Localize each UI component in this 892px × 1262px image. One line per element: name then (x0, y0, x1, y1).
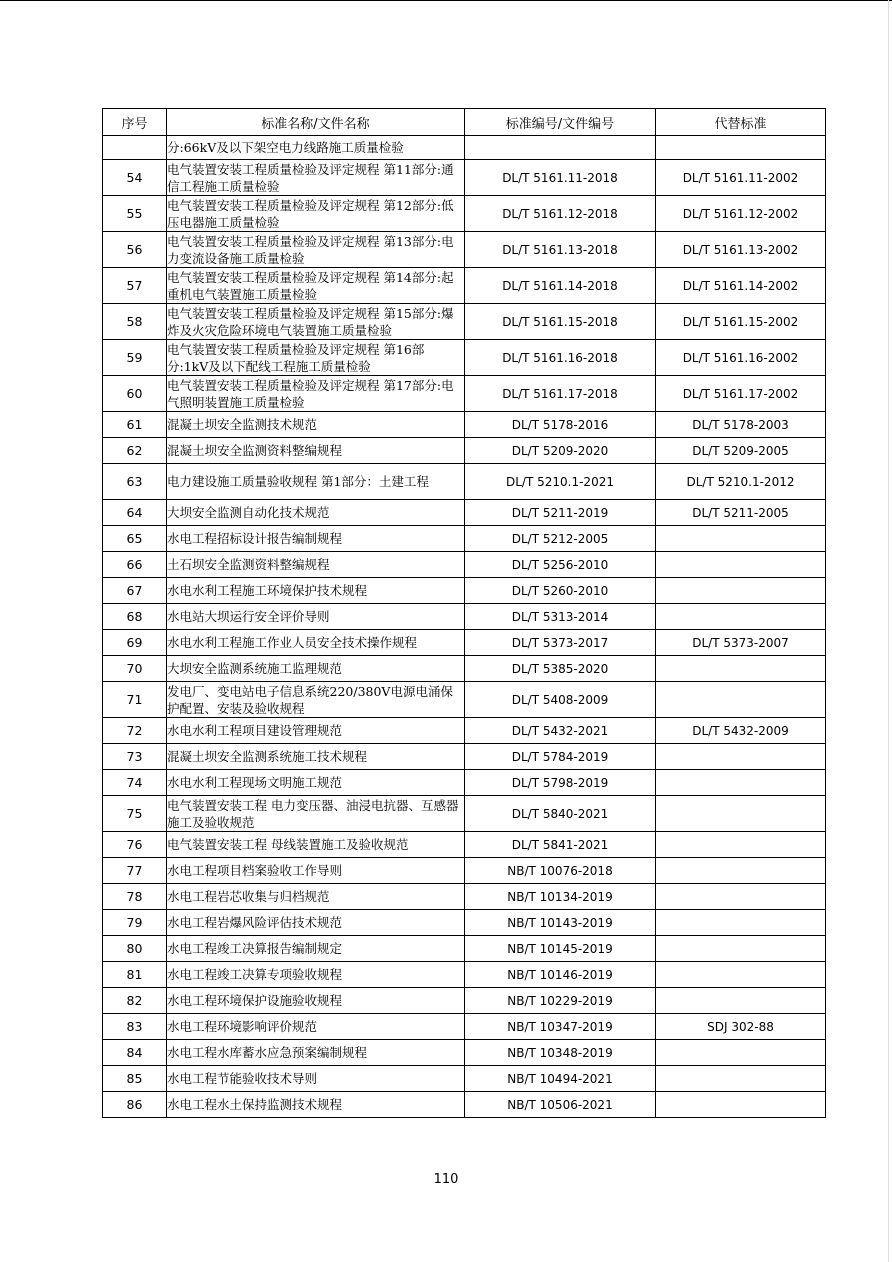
cell-name: 水电工程招标设计报告编制规程 (167, 526, 465, 552)
cell-code: DL/T 5784-2019 (465, 744, 656, 770)
cell-name: 水电水利工程项目建设管理规范 (167, 718, 465, 744)
cell-replaces: DL/T 5178-2003 (656, 412, 826, 438)
table-row (103, 304, 826, 340)
cell-replaces (656, 578, 826, 604)
cell-replaces (656, 682, 826, 718)
cell-seq: 83 (103, 1014, 167, 1040)
cell-seq: 61 (103, 412, 167, 438)
cell-seq: 66 (103, 552, 167, 578)
cell-code: DL/T 5161.16-2018 (465, 340, 656, 376)
cell-code: DL/T 5385-2020 (465, 656, 656, 682)
cell-name: 大坝安全监测系统施工监理规范 (167, 656, 465, 682)
cell-code: NB/T 10076-2018 (465, 858, 656, 884)
cell-seq: 81 (103, 962, 167, 988)
cell-name: 混凝土坝安全监测系统施工技术规程 (167, 744, 465, 770)
cell-replaces (656, 910, 826, 936)
cell-replaces (656, 936, 826, 962)
header-code: 标准编号/文件编号 (465, 109, 656, 136)
cell-name: 水电工程水库蓄水应急预案编制规程 (167, 1040, 465, 1066)
cell-name: 电气装置安装工程质量检验及评定规程 第14部分:起重机电气装置施工质量检验 (167, 268, 465, 304)
cell-code: NB/T 10143-2019 (465, 910, 656, 936)
table-row (103, 770, 826, 796)
cell-seq: 54 (103, 160, 167, 196)
table-row (103, 718, 826, 744)
cell-name: 混凝土坝安全监测技术规范 (167, 412, 465, 438)
table-header-row (103, 109, 826, 136)
table-row (103, 232, 826, 268)
cell-seq: 69 (103, 630, 167, 656)
cell-code: NB/T 10145-2019 (465, 936, 656, 962)
cell-name: 大坝安全监测自动化技术规范 (167, 500, 465, 526)
cell-code: DL/T 5161.15-2018 (465, 304, 656, 340)
cell-name: 水电水利工程现场文明施工规范 (167, 770, 465, 796)
table-row (103, 796, 826, 832)
table-body (103, 136, 826, 1118)
cell-code: DL/T 5161.13-2018 (465, 232, 656, 268)
table-row (103, 438, 826, 464)
right-edge-line (888, 0, 889, 1262)
cell-code: DL/T 5256-2010 (465, 552, 656, 578)
cell-replaces (656, 858, 826, 884)
cell-seq: 68 (103, 604, 167, 630)
cell-replaces (656, 526, 826, 552)
cell-name: 电气装置安装工程质量检验及评定规程 第16部分:1kV及以下配线工程施工质量检验 (167, 340, 465, 376)
cell-replaces: DL/T 5161.16-2002 (656, 340, 826, 376)
cell-seq: 77 (103, 858, 167, 884)
cell-name: 水电工程岩爆风险评估技术规范 (167, 910, 465, 936)
cell-replaces: DL/T 5161.11-2002 (656, 160, 826, 196)
cell-replaces (656, 136, 826, 160)
cell-name: 水电工程节能验收技术导则 (167, 1066, 465, 1092)
cell-code: NB/T 10506-2021 (465, 1092, 656, 1118)
table-row (103, 160, 826, 196)
cell-name: 水电工程环境保护设施验收规程 (167, 988, 465, 1014)
cell-replaces (656, 796, 826, 832)
table-row (103, 630, 826, 656)
cell-name: 水电水利工程施工环境保护技术规程 (167, 578, 465, 604)
cell-code: NB/T 10347-2019 (465, 1014, 656, 1040)
table-row (103, 1092, 826, 1118)
table-row (103, 578, 826, 604)
cell-seq: 75 (103, 796, 167, 832)
cell-name: 水电工程项目档案验收工作导则 (167, 858, 465, 884)
cell-name: 电力建设施工质量验收规程 第1部分：土建工程 (167, 464, 465, 500)
cell-code: DL/T 5161.17-2018 (465, 376, 656, 412)
cell-name: 发电厂、变电站电子信息系统220/380V电源电涌保护配置、安装及验收规程 (167, 682, 465, 718)
cell-code: DL/T 5211-2019 (465, 500, 656, 526)
cell-seq: 85 (103, 1066, 167, 1092)
table-row (103, 936, 826, 962)
page-number: 110 (433, 1172, 459, 1187)
cell-code: NB/T 10229-2019 (465, 988, 656, 1014)
cell-code: NB/T 10134-2019 (465, 884, 656, 910)
cell-code: DL/T 5798-2019 (465, 770, 656, 796)
table-row (103, 340, 826, 376)
cell-name: 水电工程岩芯收集与归档规范 (167, 884, 465, 910)
cell-seq (103, 136, 167, 160)
cell-code: DL/T 5209-2020 (465, 438, 656, 464)
cell-name: 电气装置安装工程质量检验及评定规程 第17部分:电气照明装置施工质量检验 (167, 376, 465, 412)
continuation-row (103, 136, 826, 160)
cell-code: DL/T 5840-2021 (465, 796, 656, 832)
cell-replaces: DL/T 5161.13-2002 (656, 232, 826, 268)
cell-seq: 73 (103, 744, 167, 770)
cell-code: NB/T 10348-2019 (465, 1040, 656, 1066)
cell-replaces (656, 1066, 826, 1092)
cell-seq: 67 (103, 578, 167, 604)
table-row (103, 1040, 826, 1066)
cell-name: 分:66kV及以下架空电力线路施工质量检验 (167, 136, 465, 160)
cell-code: NB/T 10146-2019 (465, 962, 656, 988)
cell-seq: 72 (103, 718, 167, 744)
cell-replaces (656, 604, 826, 630)
cell-seq: 64 (103, 500, 167, 526)
cell-seq: 80 (103, 936, 167, 962)
cell-replaces: SDJ 302-88 (656, 1014, 826, 1040)
cell-name: 水电站大坝运行安全评价导则 (167, 604, 465, 630)
cell-replaces (656, 770, 826, 796)
cell-seq: 71 (103, 682, 167, 718)
table-row (103, 464, 826, 500)
cell-code: DL/T 5841-2021 (465, 832, 656, 858)
standards-table (102, 108, 826, 1118)
table-row (103, 962, 826, 988)
cell-replaces: DL/T 5210.1-2012 (656, 464, 826, 500)
cell-name: 水电水利工程施工作业人员安全技术操作规程 (167, 630, 465, 656)
cell-seq: 55 (103, 196, 167, 232)
table-row (103, 1066, 826, 1092)
cell-name: 电气装置安装工程 电力变压器、油浸电抗器、互感器施工及验收规范 (167, 796, 465, 832)
cell-code: DL/T 5212-2005 (465, 526, 656, 552)
cell-replaces: DL/T 5209-2005 (656, 438, 826, 464)
cell-code: DL/T 5178-2016 (465, 412, 656, 438)
cell-replaces (656, 962, 826, 988)
cell-seq: 70 (103, 656, 167, 682)
cell-replaces (656, 988, 826, 1014)
cell-seq: 58 (103, 304, 167, 340)
table-row (103, 1014, 826, 1040)
cell-replaces (656, 884, 826, 910)
cell-replaces (656, 1092, 826, 1118)
cell-name: 混凝土坝安全监测资料整编规程 (167, 438, 465, 464)
table-row (103, 412, 826, 438)
cell-replaces (656, 832, 826, 858)
table-row (103, 832, 826, 858)
cell-name: 水电工程竣工决算报告编制规定 (167, 936, 465, 962)
table-row (103, 526, 826, 552)
table-row (103, 884, 826, 910)
cell-name: 水电工程水土保持监测技术规程 (167, 1092, 465, 1118)
cell-seq: 65 (103, 526, 167, 552)
cell-seq: 56 (103, 232, 167, 268)
cell-replaces: DL/T 5161.14-2002 (656, 268, 826, 304)
cell-code: DL/T 5161.14-2018 (465, 268, 656, 304)
cell-name: 电气装置安装工程质量检验及评定规程 第11部分:通信工程施工质量检验 (167, 160, 465, 196)
cell-seq: 63 (103, 464, 167, 500)
header-seq: 序号 (103, 109, 167, 136)
cell-code: DL/T 5210.1-2021 (465, 464, 656, 500)
cell-name: 电气装置安装工程质量检验及评定规程 第15部分:爆炸及火灾危险环境电气装置施工质量检验 (167, 304, 465, 340)
table-row (103, 682, 826, 718)
cell-name: 电气装置安装工程质量检验及评定规程 第13部分:电力变流设备施工质量检验 (167, 232, 465, 268)
cell-name: 土石坝安全监测资料整编规程 (167, 552, 465, 578)
table-row (103, 988, 826, 1014)
cell-code: DL/T 5373-2017 (465, 630, 656, 656)
cell-replaces (656, 744, 826, 770)
cell-replaces: DL/T 5211-2005 (656, 500, 826, 526)
cell-replaces (656, 1040, 826, 1066)
cell-replaces: DL/T 5161.17-2002 (656, 376, 826, 412)
cell-seq: 84 (103, 1040, 167, 1066)
cell-replaces: DL/T 5432-2009 (656, 718, 826, 744)
cell-seq: 79 (103, 910, 167, 936)
cell-seq: 62 (103, 438, 167, 464)
header-replaces: 代替标准 (656, 109, 826, 136)
cell-code: DL/T 5432-2021 (465, 718, 656, 744)
cell-seq: 60 (103, 376, 167, 412)
table-row (103, 500, 826, 526)
cell-replaces (656, 656, 826, 682)
table-row (103, 604, 826, 630)
cell-name: 电气装置安装工程 母线装置施工及验收规范 (167, 832, 465, 858)
table-row (103, 910, 826, 936)
table-row (103, 656, 826, 682)
header-name: 标准名称/文件名称 (167, 109, 465, 136)
table-row (103, 268, 826, 304)
cell-replaces: DL/T 5161.15-2002 (656, 304, 826, 340)
cell-seq: 82 (103, 988, 167, 1014)
cell-seq: 74 (103, 770, 167, 796)
cell-replaces: DL/T 5161.12-2002 (656, 196, 826, 232)
cell-code: DL/T 5408-2009 (465, 682, 656, 718)
cell-name: 水电工程竣工决算专项验收规程 (167, 962, 465, 988)
table-row (103, 858, 826, 884)
table-row (103, 376, 826, 412)
cell-seq: 59 (103, 340, 167, 376)
table-row (103, 744, 826, 770)
cell-code: NB/T 10494-2021 (465, 1066, 656, 1092)
table-row (103, 196, 826, 232)
cell-seq: 86 (103, 1092, 167, 1118)
cell-code: DL/T 5161.12-2018 (465, 196, 656, 232)
cell-code: DL/T 5161.11-2018 (465, 160, 656, 196)
cell-seq: 57 (103, 268, 167, 304)
cell-seq: 78 (103, 884, 167, 910)
cell-code (465, 136, 656, 160)
cell-replaces (656, 552, 826, 578)
table-row (103, 552, 826, 578)
cell-seq: 76 (103, 832, 167, 858)
cell-name: 水电工程环境影响评价规范 (167, 1014, 465, 1040)
cell-code: DL/T 5313-2014 (465, 604, 656, 630)
cell-code: DL/T 5260-2010 (465, 578, 656, 604)
top-border-line (0, 0, 892, 1)
cell-name: 电气装置安装工程质量检验及评定规程 第12部分:低压电器施工质量检验 (167, 196, 465, 232)
cell-replaces: DL/T 5373-2007 (656, 630, 826, 656)
